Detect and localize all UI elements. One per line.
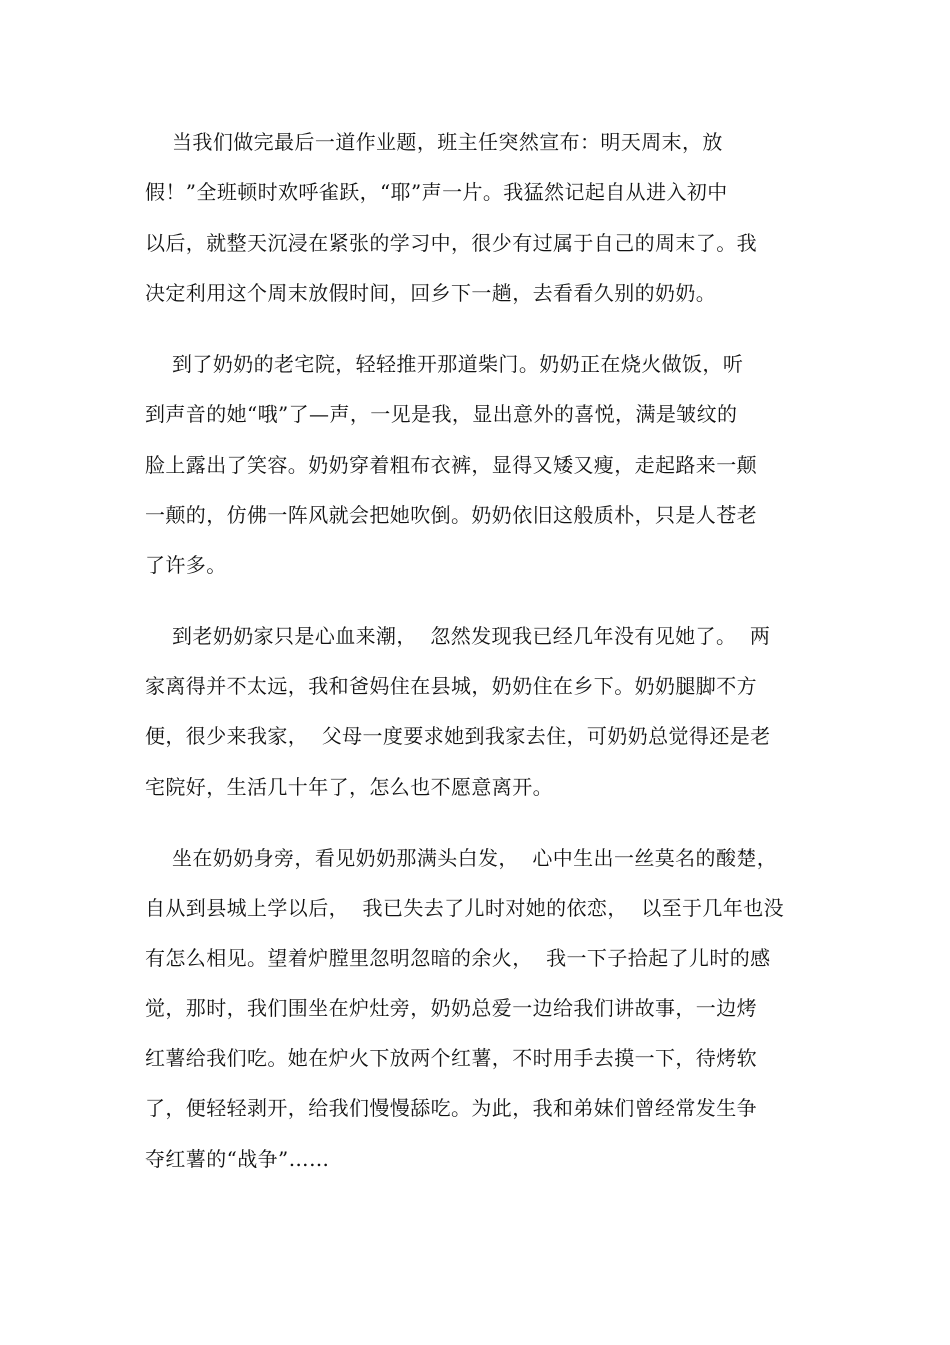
paragraph-4-line-6: 了，便轻轻剥开，给我们慢慢舔吃。为此，我和弟妹们曾经常发生争	[145, 1096, 757, 1120]
paragraph-1-line-1: 当我们做完最后一道作业题，班主任突然宣布：明天周末，放	[145, 130, 723, 154]
paragraph-4-line-2: 自从到县城上学以后， 我已失去了儿时对她的依恋， 以至于几年也没	[145, 896, 785, 920]
paragraph-3-line-2: 家离得并不太远，我和爸妈住在县城，奶奶住在乡下。奶奶腿脚不方	[145, 674, 757, 698]
paragraph-4-line-4: 觉，那时，我们围坐在炉灶旁，奶奶总爱一边给我们讲故事，一边烤	[145, 996, 757, 1020]
paragraph-1-line-2: 假！”全班顿时欢呼雀跃，“耶”声一片。我猛然记起自从进入初中	[145, 180, 728, 204]
paragraph-2-line-3: 脸上露出了笑容。奶奶穿着粗布衣裤，显得又矮又瘦，走起路来一颠	[145, 453, 757, 477]
paragraph-4-line-1: 坐在奶奶身旁，看见奶奶那满头白发， 心中生出一丝莫名的酸楚，	[145, 846, 778, 870]
paragraph-1-line-4: 决定利用这个周末放假时间，回乡下一趟，去看看久别的奶奶。	[145, 281, 717, 305]
paragraph-4-line-7: 夺红薯的“战争”……	[145, 1147, 330, 1171]
paragraph-2-line-2: 到声音的她“哦”了—声，一见是我，显出意外的喜悦，满是皱纹的	[145, 402, 738, 426]
paragraph-2-line-1: 到了奶奶的老宅院，轻轻推开那道柴门。奶奶正在烧火做饭，听	[145, 352, 744, 376]
paragraph-3-line-1: 到老奶奶家只是心血来潮， 忽然发现我已经几年没有见她了。 两	[145, 624, 771, 648]
paragraph-3-line-3: 便，很少来我家， 父母一度要求她到我家去住，可奶奶总觉得还是老	[145, 724, 771, 748]
paragraph-1-line-3: 以后，就整天沉浸在紧张的学习中，很少有过属于自己的周末了。我	[145, 231, 757, 255]
paragraph-2-line-5: 了许多。	[145, 553, 227, 577]
paragraph-3-line-4: 宅院好，生活几十年了，怎么也不愿意离开。	[145, 775, 553, 799]
paragraph-4-line-3: 有怎么相见。望着炉膛里忽明忽暗的余火， 我一下子拾起了儿时的感	[145, 946, 771, 970]
paragraph-4-line-5: 红薯给我们吃。她在炉火下放两个红薯，不时用手去摸一下，待烤软	[145, 1046, 757, 1070]
paragraph-2-line-4: 一颠的，仿佛一阵风就会把她吹倒。奶奶依旧这般质朴，只是人苍老	[145, 503, 757, 527]
